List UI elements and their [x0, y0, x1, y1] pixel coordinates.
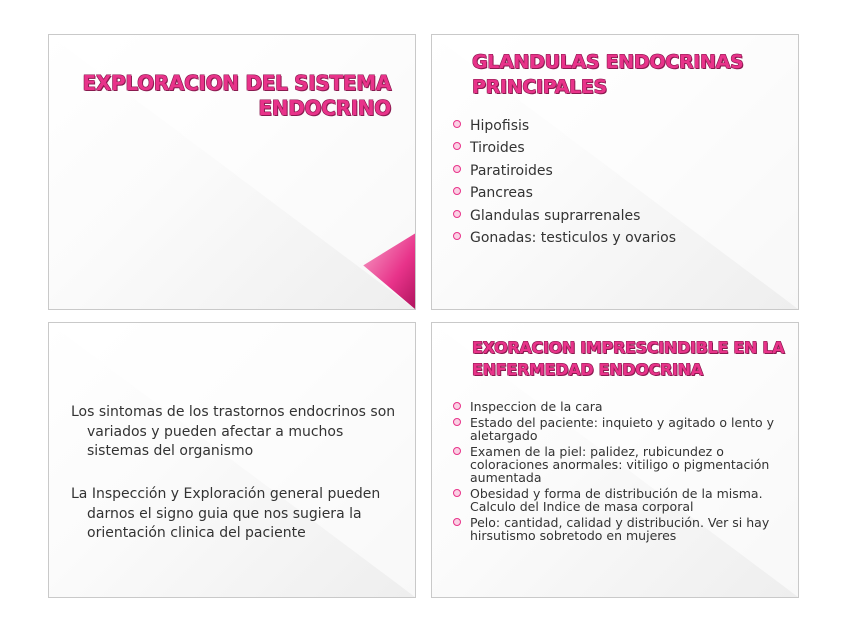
bullet-icon: [453, 489, 461, 497]
bullet-icon: [453, 447, 461, 455]
bullet-icon: [453, 165, 461, 173]
list-item: Pancreas: [470, 182, 676, 204]
list-item: Pelo: cantidad, calidad y distribución. Ver si hay hirsutismo sobretodo en mujeres: [470, 516, 790, 542]
exploration-list: [470, 400, 790, 545]
list-item: Glandulas suprarrenales: [470, 205, 676, 227]
paragraph-symptoms: Los sintomas de los trastornos endocrinos son variados y pueden afectar a muchos sistemas del organismo: [71, 404, 396, 459]
list-item: Hipofisis: [470, 115, 676, 137]
list-item: Paratiroides: [470, 160, 676, 182]
slide-1: [48, 34, 416, 310]
bullet-icon: [453, 418, 461, 426]
list-item: Obesidad y forma de distribución de la misma. Calculo del Indice de masa corporal: [470, 487, 790, 513]
slide-4: [431, 322, 799, 598]
bullet-icon: [453, 120, 461, 128]
slide-4-title: EXORACION IMPRESCINDIBLE EN LA ENFERMEDAD ENDOCRINA: [472, 338, 785, 379]
list-item: Inspeccion de la cara: [470, 400, 790, 413]
bullet-icon: [453, 232, 461, 240]
bullet-icon: [453, 518, 461, 526]
gland-list: [470, 115, 676, 249]
list-item: Estado del paciente: inquieto y agitado o lento y aletargado: [470, 416, 790, 442]
bullet-icon: [453, 402, 461, 410]
slide-2: [431, 34, 799, 310]
slide-2-title: GLANDULAS ENDOCRINAS PRINCIPALES: [472, 51, 744, 98]
slide-1-title: EXPLORACION DEL SISTEMA ENDOCRINO: [82, 71, 391, 120]
list-item: Gonadas: testiculos y ovarios: [470, 227, 676, 249]
slide-3: [48, 322, 416, 598]
list-item: Examen de la piel: palidez, rubicundez o coloraciones anormales: vitiligo o pigmentación aumentada: [470, 445, 790, 484]
list-item: Tiroides: [470, 137, 676, 159]
bullet-icon: [453, 210, 461, 218]
paragraph-inspection: La Inspección y Exploración general pueden darnos el signo guia que nos sugiera la orientación clinica del paciente: [71, 486, 381, 541]
